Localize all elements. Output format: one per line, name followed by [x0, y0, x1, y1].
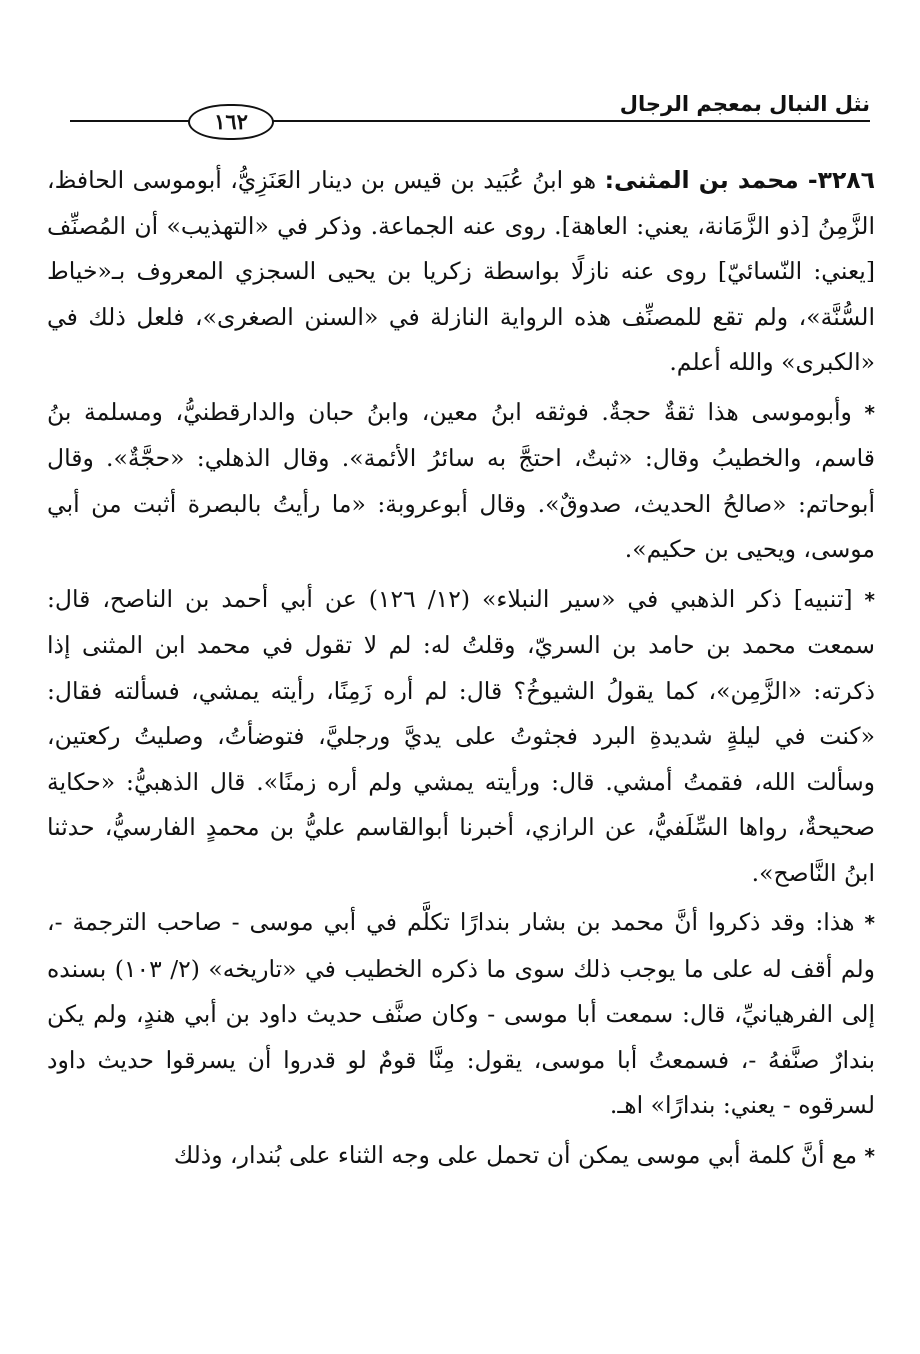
entry-paragraph [47, 158, 875, 386]
paragraph [47, 900, 875, 1129]
paragraph [47, 390, 875, 573]
running-header [70, 88, 870, 132]
paragraph-text: مع أنَّ كلمة أبي موسى يمكن أن تحمل على وجه الثناء على بُندار، وذلك [173, 1140, 858, 1169]
paragraph [47, 1133, 875, 1180]
page-number: ١٦٢ [188, 104, 274, 140]
asterisk-marker: * [864, 587, 875, 612]
paragraph-text: [تنبيه] ذكر الذهبي في «سير النبلاء» (١٢/ ١٢٦) عن أبي أحمد بن الناصح، قال: سمعت محمد بن حامد بن السريّ، وقلتُ له: لم لا تقول في محمد ابن المثنى إذا ذكرته: «الزَّمِن»، كما يقولُ الشيوخُ؟ قال: لم أره زَمِنًا، رأيته يمشي، فسألته فقال: «كنت في ليلةٍ شديدةِ البرد فجثوتُ على يديَّ ورجليَّ، فتوضأتُ، وصليتُ ركعتين، وسألت الله، فقمتُ أمشي. قال: ورأيته يمشي ولم أره زمنًا». قال الذهبيُّ: «حكاية صحيحةٌ، رواها السِّلَفيُّ، عن الرازي، أخبرنا أبوالقاسم عليُّ بن محمدٍ الفارسيُّ، حدثنا ابنُ النَّاصح». [47, 584, 875, 887]
asterisk-marker: * [864, 911, 875, 935]
paragraph [47, 577, 875, 897]
entry-heading: ٣٢٨٦- محمد بن المثنى: [604, 166, 875, 194]
paragraph-text: هذا: وقد ذكروا أنَّ محمد بن بشار بندارًا تكلَّم في أبي موسى - صاحب الترجمة -، ولم أقف له على ما يوجب ذلك سوى ما ذكره الخطيب في «تاريخه» (٢/ ١٠٣) بسنده إلى الفرهيانيِّ، قال: سمعت أبا موسى - وكان صنَّف حديث داود بن أبي هندٍ، ولم يكن بندارٌ صنَّفهُ -، فسمعتُ أبا موسى، يقول: مِنَّا قومٌ لو قدروا أن يسرقوا حديث داود لسرقوه - يعني: بندارًا» اهـ. [47, 908, 876, 1119]
asterisk-marker: * [864, 400, 875, 425]
asterisk-marker: * [864, 1143, 875, 1168]
page-body [47, 158, 875, 1183]
paragraph-text: وأبوموسى هذا ثقةٌ حجةٌ. فوثقه ابنُ معين، وابنُ حبان والدارقطنيُّ، ومسلمة بنُ قاسم، والخطيبُ وقال: «ثبتٌ، احتجَّ به سائرُ الأئمة». وقال الذهلي: «حجَّةٌ». وقال أبوحاتم: «صالحُ الحديث، صدوقٌ». وقال أبوعروبة: «ما رأيتُ بالبصرة أثبت من أبي موسى، ويحيى بن حكيم». [47, 397, 875, 563]
paragraph-text: هو ابنُ عُبَيد بن قيس بن دينار العَنَزِيُّ، أبوموسى الحافظ، الزَّمِنُ [ذو الزَّمَانة، يعني: العاهة]. روى عنه الجماعة. وذكر في «التهذيب» أن المُصنِّف [يعني: النّسائيّ] روى عنه نازلًا بواسطة زكريا بن يحيى السجزي المعروف بـ«خياط السُّنَّة»، ولم تقع للمصنِّف هذه الرواية النازلة في «السنن الصغرى»، فلعل ذلك في «الكبرى» والله أعلم. [47, 166, 875, 376]
book-title: نثل النبال بمعجم الرجال [619, 92, 870, 116]
